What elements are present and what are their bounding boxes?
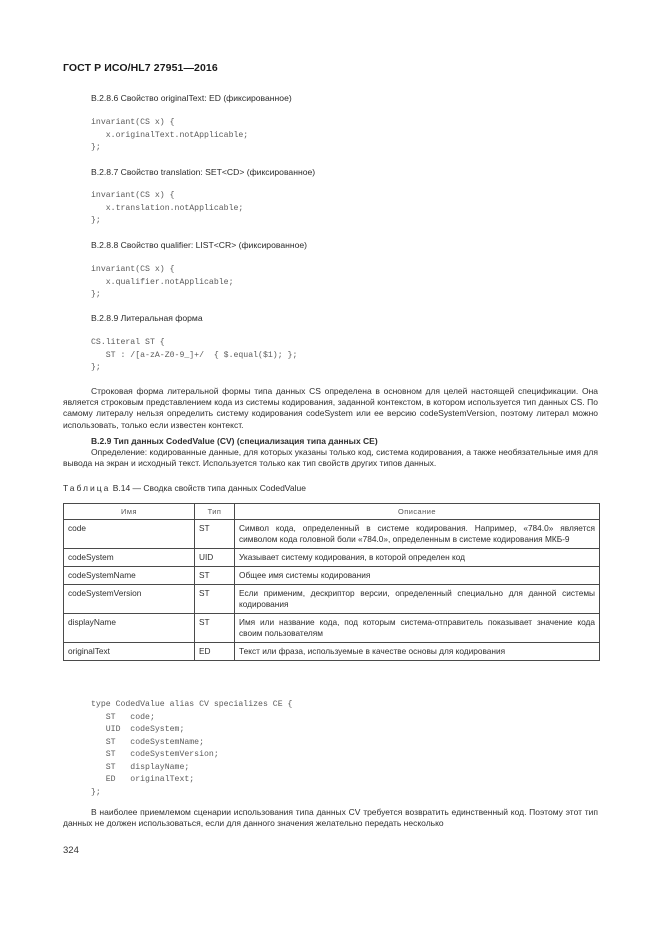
table-caption-label: Таблица	[63, 483, 111, 493]
table-row	[64, 643, 600, 661]
table-row	[64, 585, 600, 614]
cell-description: Символ кода, определенный в системе кодирования. Например, «784.0» является символом кода головной боли «784.0», определенным в системе кодирования МКБ-9	[235, 520, 600, 549]
cell-type: ED	[195, 643, 235, 661]
table-caption	[63, 483, 306, 493]
cell-description: Если применим, дескриптор версии, определенный специально для данной системы кодирования	[235, 585, 600, 614]
paragraph-definition-text: Определение: кодированные данные, для которых указаны только код, система кодирования, а также необязательные имя для вывода на экран и исходный текст. Используется только как тип свойств других типов данных.	[63, 447, 598, 469]
cell-description: Имя или название кода, под которым система-отправитель показывает значение кода своим пользователям	[235, 614, 600, 643]
page-header-title: ГОСТ Р ИСО/HL7 27951—2016	[63, 62, 218, 74]
cell-type: ST	[195, 585, 235, 614]
code-block-codedvalue: type CodedValue alias CV specializes CE { ST code; UID codeSystem; ST codeSystemName; ST codeSystemVersion; ST displayName; ED originalText; };	[91, 700, 293, 797]
cell-description: Общее имя системы кодирования	[235, 567, 600, 585]
cell-type: ST	[195, 614, 235, 643]
cell-description: Текст или фраза, используемые в качестве основы для кодирования	[235, 643, 600, 661]
table-row	[64, 549, 600, 567]
paragraph-usage-text: В наиболее приемлемом сценарии использования типа данных CV требуется возвратить единственный код. Поэтому этот тип данных не должен использоваться, если для данного значения желательно передать несколько	[63, 807, 598, 829]
cell-type: ST	[195, 520, 235, 549]
column-header-description: Описание	[235, 504, 600, 520]
section-heading-b286: B.2.8.6 Свойство originalText: ED (фиксированное)	[91, 93, 292, 103]
cell-name: originalText	[64, 643, 195, 661]
section-heading-b287: B.2.8.7 Свойство translation: SET<CD> (фиксированное)	[91, 167, 316, 177]
code-block-literal: CS.literal ST { ST : /[a-zA-Z0-9_]+/ { $.equal($1); }; };	[91, 338, 298, 372]
cell-name: displayName	[64, 614, 195, 643]
cell-name: code	[64, 520, 195, 549]
column-header-type: Тип	[195, 504, 235, 520]
section-heading-b289: B.2.8.9 Литеральная форма	[91, 313, 203, 323]
cell-type: UID	[195, 549, 235, 567]
table-header-row	[64, 504, 600, 520]
page-number: 324	[63, 845, 79, 856]
code-block-translation: invariant(CS x) { x.translation.notApplicable; };	[91, 191, 244, 225]
code-block-originaltext: invariant(CS x) { x.originalText.notApplicable; };	[91, 118, 249, 152]
paragraph-literal-form	[63, 386, 598, 431]
section-heading-b29-wrap	[63, 436, 598, 447]
code-block-qualifier: invariant(CS x) { x.qualifier.notApplicable; };	[91, 265, 234, 299]
section-heading-b29: B.2.9 Тип данных CodedValue (CV) (специализация типа данных CE)	[91, 436, 378, 446]
paragraph-literal-form-text: Строковая форма литеральной формы типа данных CS определена в основном для целей настоящей спецификации. Она является строковым представлением кода из системы кодирования, заданной контекстом, в котором используется тип данных CS. По самому литералу нельзя определить систему кодирования codeSystem или ее версию codeSystemVersion, поэтому литерал можно использовать, только если известен контекст.	[63, 386, 598, 430]
table-row	[64, 614, 600, 643]
cell-name: codeSystemName	[64, 567, 195, 585]
table-row	[64, 567, 600, 585]
section-heading-b288: B.2.8.8 Свойство qualifier: LIST<CR> (фиксированное)	[91, 240, 308, 250]
cell-type: ST	[195, 567, 235, 585]
cell-name: codeSystem	[64, 549, 195, 567]
cell-description: Указывает систему кодирования, в которой определен код	[235, 549, 600, 567]
column-header-name: Имя	[64, 504, 195, 520]
table-caption-text: B.14 — Сводка свойств типа данных CodedValue	[112, 483, 306, 493]
cell-name: codeSystemVersion	[64, 585, 195, 614]
paragraph-usage	[63, 807, 598, 829]
properties-table	[63, 503, 600, 661]
paragraph-definition	[63, 447, 598, 469]
table-row	[64, 520, 600, 549]
